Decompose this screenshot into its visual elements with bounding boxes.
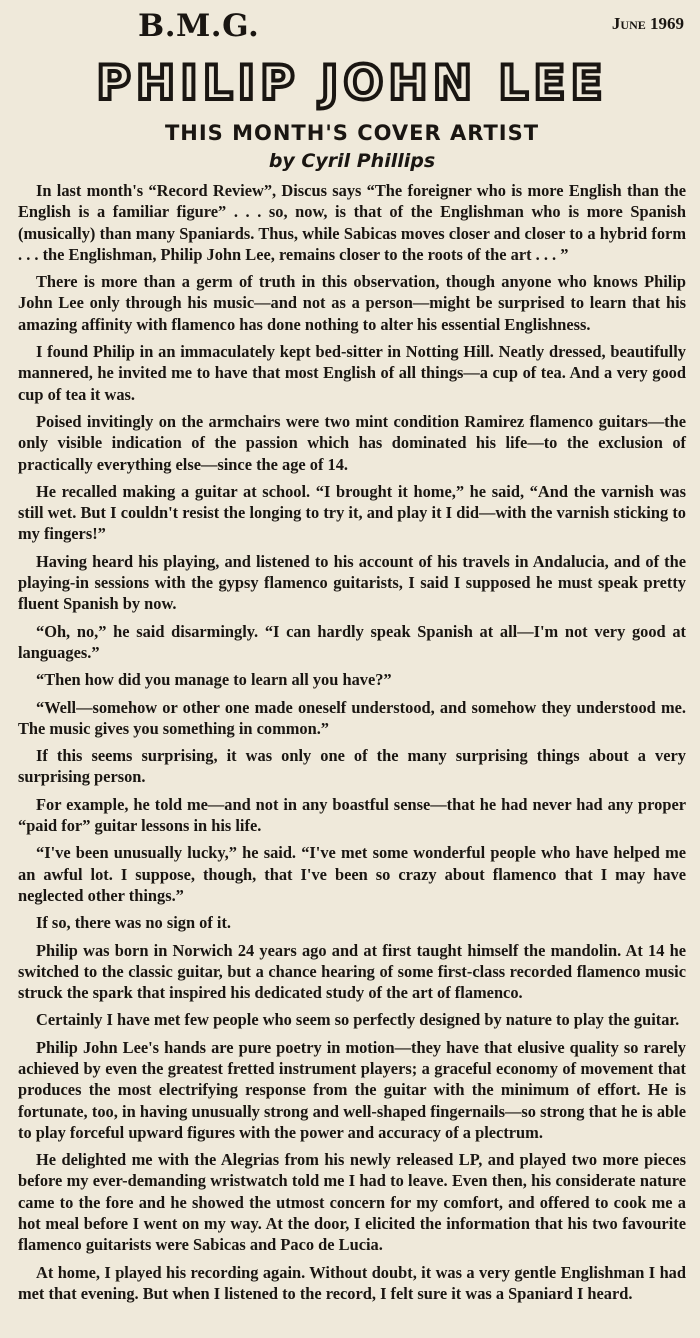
article-paragraph: For example, he told me—and not in any boastful sense—that he had never had any proper “paid for” guitar lessons in his life. bbox=[18, 794, 686, 836]
article-body bbox=[18, 180, 686, 1304]
article-paragraph: “I've been unusually lucky,” he said. “I've met some wonderful people who have helped me an awful lot. I suppose, though, that I've been so crazy about flamenco that I may have neglected other things.” bbox=[18, 843, 686, 905]
magazine-name: B.M.G. bbox=[138, 8, 260, 44]
article-paragraph: Philip John Lee's hands are pure poetry in motion—they have that elusive quality so rarely achieved by even the greatest fretted instrument players; a graceful economy of movement that produces the most electrifying response from the guitar with the minimum of effort. He is fortunate, too, in having unusually strong and well-shaped fingernails—so strong that he is able to play forceful upward figures with the power and accuracy of a plectrum. bbox=[18, 1037, 686, 1142]
article-paragraph: There is more than a germ of truth in this observation, though anyone who knows Philip John Lee only through his music—and not as a person—might be surprised to learn that his amazing affinity with flamenco has done nothing to alter his essential Englishness. bbox=[18, 272, 686, 334]
article-subtitle: THIS MONTH'S COVER ARTIST bbox=[164, 121, 540, 145]
article-paragraph: Poised invitingly on the armchairs were two mint condition Ramirez flamenco guitars—the only visible indication of the passion which has dominated his life—to the exclusion of practically everything else—since the age of 14. bbox=[18, 411, 686, 474]
issue-date: June 1969 bbox=[611, 14, 684, 33]
article-byline: by Cyril Phillips bbox=[268, 150, 436, 172]
article-paragraph: He delighted me with the Alegrias from his newly released LP, and played two more pieces before my ever-demanding wristwatch told me I had to leave. Even then, his considerate nature came to the fore and he showed the utmost concern for my comfort, and offered to cook me a hot meal before I went on my way. At the door, I elicited the information that his two favourite flamenco guitarists were Sabicas and Paco de Lucia. bbox=[18, 1150, 686, 1255]
article-paragraph: In last month's “Record Review”, Discus says “The foreigner who is more English than the English is a familiar figure” . . . so, now, is that of the Englishman who is more Spanish (musically) than many Spaniards. Thus, while Sabicas moves closer and closer to a hybrid form . . . the Englishman, Philip John Lee, remains closer to the roots of the art . . . ” bbox=[18, 181, 686, 264]
artist-name-headline: PHILIP JOHN LEE bbox=[96, 56, 608, 111]
article-paragraph: “Well—somehow or other one made oneself understood, and somehow they understood me. The music gives you something in common.” bbox=[18, 697, 686, 738]
masthead bbox=[18, 0, 686, 46]
article-paragraph: “Oh, no,” he said disarmingly. “I can hardly speak Spanish at all—I'm not very good at languages.” bbox=[18, 621, 686, 662]
article-paragraph: I found Philip in an immaculately kept bed-sitter in Notting Hill. Neatly dressed, beautifully mannered, he invited me to have that most English of all things—a cup of tea. And a very good cup of tea it was. bbox=[18, 342, 686, 404]
article-paragraph: He recalled making a guitar at school. “I brought it home,” he said, “And the varnish was still wet. But I couldn't resist the longing to try it, and play it I did—with the varnish sticking to my fingers!” bbox=[18, 481, 686, 544]
article-paragraph: Certainly I have met few people who seem so perfectly designed by nature to play the guitar. bbox=[36, 1010, 680, 1030]
article-paragraph: If this seems surprising, it was only one of the many surprising things about a very surprising person. bbox=[18, 746, 686, 787]
article-paragraph: Having heard his playing, and listened to his account of his travels in Andalucia, and of the playing-in sessions with the gypsy flamenco guitarists, I said I supposed he must speak pretty fluent Spanish by now. bbox=[18, 551, 686, 614]
article-paragraph: “Then how did you manage to learn all you have?” bbox=[36, 670, 392, 690]
article-paragraph: At home, I played his recording again. Without doubt, it was a very gentle Englishman I had met that evening. But when I listened to the record, I felt sure it was a Spaniard I heard. bbox=[18, 1262, 686, 1303]
article-paragraph: Philip was born in Norwich 24 years ago and at first taught himself the mandolin. At 14 he switched to the classic guitar, but a chance hearing of some first-class recorded flamenco music struck the spark that inspired his dedicated study of the art of flamenco. bbox=[18, 940, 686, 1003]
article-paragraph: If so, there was no sign of it. bbox=[36, 913, 232, 933]
